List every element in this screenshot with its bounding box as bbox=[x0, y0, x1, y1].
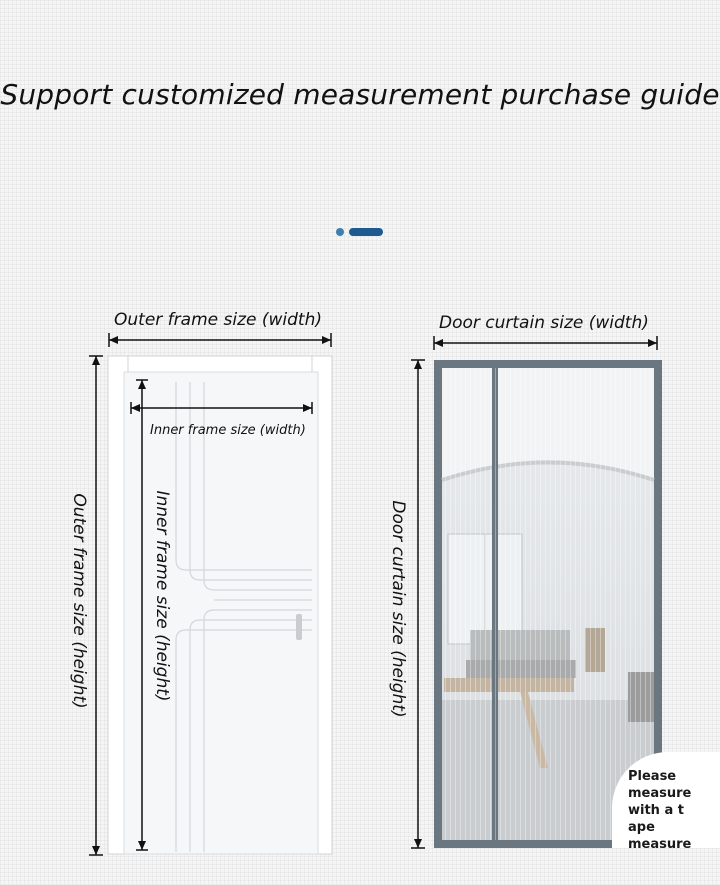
tape-measure-note-text bbox=[628, 768, 720, 853]
note-line-3: with a t bbox=[628, 803, 684, 818]
note-line-4: ape measure bbox=[628, 820, 692, 852]
note-line-1: Please bbox=[628, 769, 677, 784]
curtain-height-label: Door curtain size (height) bbox=[388, 500, 408, 718]
outer-width-label: Outer frame size (width) bbox=[114, 310, 322, 330]
page-title: Support customized measurement purchase guide bbox=[0, 78, 720, 111]
outer-height-label: Outer frame size (height) bbox=[69, 493, 89, 709]
inner-width-label: Inner frame size (width) bbox=[150, 423, 306, 438]
note-line-2: measure bbox=[628, 786, 692, 801]
inner-height-label: Inner frame size (height) bbox=[152, 490, 172, 702]
curtain-width-label: Door curtain size (width) bbox=[439, 313, 649, 333]
